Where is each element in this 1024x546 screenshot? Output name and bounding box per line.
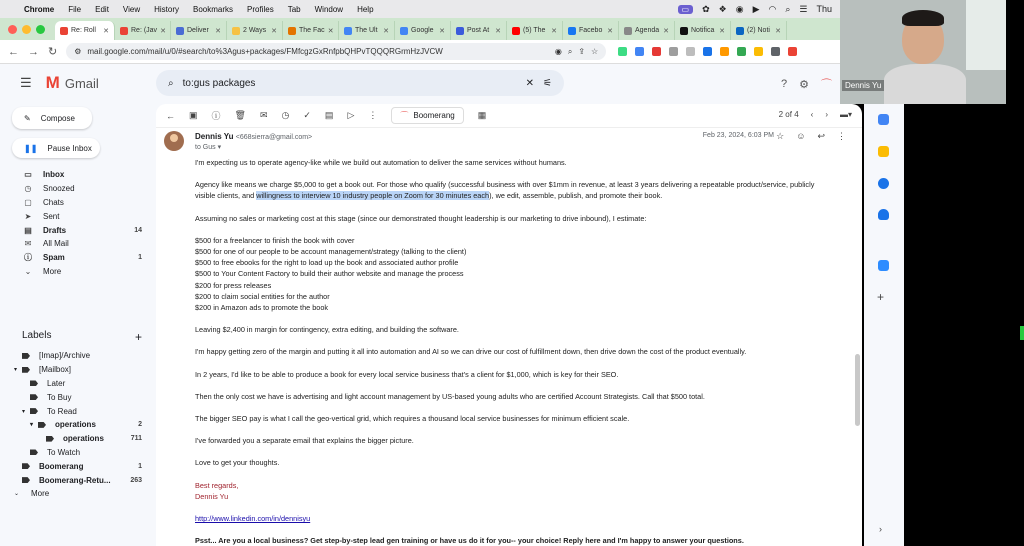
extension-icon[interactable]: ✿ xyxy=(702,3,710,14)
menu-window[interactable]: Window xyxy=(314,4,344,14)
label-tag-icon xyxy=(22,463,30,469)
search-input[interactable]: to:gus packages xyxy=(182,77,256,89)
tab-label: 2 Ways xyxy=(243,27,267,34)
cost-line: $500 to free ebooks for the right to load up the book and associated author profile xyxy=(195,258,459,268)
move-to-icon[interactable]: ▤ xyxy=(324,110,334,120)
cost-list xyxy=(195,235,835,313)
sidebar-item-label: Inbox xyxy=(43,170,65,180)
tab-favicon-icon xyxy=(344,27,352,35)
label-item[interactable] xyxy=(0,390,156,404)
label-item[interactable] xyxy=(0,473,156,487)
label-name: Boomerang-Retu... xyxy=(39,475,111,485)
close-tab-icon[interactable]: ✕ xyxy=(271,27,277,35)
webcam-person-shirt xyxy=(884,64,966,104)
browser-tab[interactable] xyxy=(675,21,731,40)
report-spam-icon[interactable]: ⓘ xyxy=(211,111,221,121)
tab-label: Agenda xyxy=(635,27,660,34)
settings-gear-icon[interactable]: ⚙ xyxy=(799,78,809,91)
sidebar-item-label: Snoozed xyxy=(43,184,75,194)
tab-favicon-icon xyxy=(736,27,744,35)
label-item[interactable] xyxy=(0,432,156,446)
more-options-icon[interactable]: ⋮ xyxy=(837,131,846,141)
browser-tab[interactable] xyxy=(507,21,563,40)
label-name: operations xyxy=(55,420,96,430)
control-center-icon[interactable]: ☰ xyxy=(799,3,808,14)
tab-label: Re: Roll xyxy=(71,27,96,34)
browser-tab[interactable] xyxy=(619,21,675,40)
gmail-sidebar xyxy=(0,102,156,546)
sidebar-item-label: More xyxy=(43,266,62,276)
body-paragraph: Then the only cost we have is advertising and light account management by US-based young adults who are certified Account Strategists. Call that $500 total. xyxy=(195,391,705,401)
browser-tab[interactable] xyxy=(339,21,395,40)
browser-tab[interactable] xyxy=(171,21,227,40)
get-addons-plus-icon[interactable]: + xyxy=(877,290,885,304)
reload-icon[interactable]: ↻ xyxy=(48,46,58,58)
gmail-m-icon: M xyxy=(45,73,60,92)
sidebar-item-label: Drafts xyxy=(43,225,67,235)
contacts-addon-icon[interactable] xyxy=(878,209,889,220)
signature-closing: Best regards, xyxy=(195,480,239,490)
label-name: [Imap]/Archive xyxy=(39,351,91,361)
close-tab-icon[interactable]: ✕ xyxy=(495,27,501,35)
folder-icon: ⓘ xyxy=(24,253,32,263)
ps-paragraph: Psst... Are you a local business? Get step-by-step lead gen training or have us do it for you-- your choice! Reply here and I'm happy to answer your questions. xyxy=(195,536,744,546)
more-actions-icon[interactable]: ⋮ xyxy=(368,110,378,120)
bookmark-star-icon[interactable]: ☆ xyxy=(591,47,599,56)
label-tag-icon xyxy=(22,477,30,483)
label-count: 711 xyxy=(130,435,142,443)
close-tab-icon[interactable]: ✕ xyxy=(160,27,166,35)
zoom-icon[interactable]: ⌕ xyxy=(567,46,573,56)
unread-count: 1 xyxy=(138,254,142,262)
close-tab-icon[interactable]: ✕ xyxy=(775,27,781,35)
label-item[interactable] xyxy=(0,404,156,418)
extension-5-icon[interactable] xyxy=(686,47,695,56)
snooze-icon[interactable]: ◷ xyxy=(281,110,290,120)
label-list xyxy=(0,349,156,501)
cost-line: $200 in Amazon ads to promote the book xyxy=(195,303,329,313)
main-menu-icon[interactable]: ☰ xyxy=(20,75,32,90)
gmail-logo[interactable] xyxy=(46,73,99,93)
sender-avatar[interactable] xyxy=(164,131,184,151)
tab-label: Deliver xyxy=(187,27,209,34)
clock-label[interactable]: Thu xyxy=(816,4,832,14)
tab-label: The Ult xyxy=(355,27,378,34)
recipient-line[interactable] xyxy=(195,143,221,151)
label-name: Later xyxy=(47,378,66,388)
label-item[interactable] xyxy=(0,487,156,501)
pause-icon: ❚❚ xyxy=(24,143,38,153)
extension-7-icon[interactable] xyxy=(737,47,746,56)
body-paragraph: Love to get your thoughts. xyxy=(195,458,280,468)
sidebar-item-all-mail[interactable] xyxy=(0,237,156,251)
boomerang-icon: ⌒ xyxy=(400,111,409,120)
older-chevron-icon[interactable]: › xyxy=(825,110,828,119)
body-paragraph: I'm happy getting zero of the margin and putting it all into automation and AI so we can drive our cost of fulfillment down, then drive down the cost of the product eventually. xyxy=(195,347,747,357)
sidebar-item-sent[interactable] xyxy=(0,209,156,223)
tab-label: The Fac xyxy=(299,27,325,34)
search-bar[interactable] xyxy=(156,70,564,96)
label-icon[interactable]: ▷ xyxy=(347,110,355,120)
message-toolbar xyxy=(156,104,862,128)
minimize-window-button[interactable] xyxy=(22,25,31,34)
cost-line: $200 for press releases xyxy=(195,280,272,290)
tab-favicon-icon xyxy=(456,27,464,35)
recipient-text: to Gus xyxy=(195,144,216,151)
label-tag-icon xyxy=(30,380,38,386)
chevron-down-icon[interactable]: ▾ xyxy=(217,144,222,151)
menu-chrome[interactable]: Chrome xyxy=(24,4,55,14)
label-tag-icon xyxy=(46,436,54,442)
boomerang-logo-icon[interactable]: ⌒ xyxy=(821,79,832,91)
message-body xyxy=(195,157,835,546)
back-arrow-icon[interactable]: ← xyxy=(8,45,19,58)
body-paragraph: Assuming no sales or marketing cost at this stage (since our demonstrated thought leadership is our marketing to drive inbound), I estimate: xyxy=(195,213,647,223)
maximize-window-button[interactable] xyxy=(36,25,45,34)
labels-heading xyxy=(22,330,142,344)
sender-name[interactable]: Dennis Yu xyxy=(195,132,234,141)
message-scrollbar[interactable] xyxy=(855,354,860,426)
tab-label: (2) Noti xyxy=(747,27,770,34)
webcam-window xyxy=(966,0,1006,70)
browser-tab-strip xyxy=(0,18,840,40)
expand-panel-chevron-icon[interactable]: › xyxy=(879,524,882,534)
label-item[interactable] xyxy=(0,363,156,377)
tasks-addon-icon[interactable] xyxy=(878,178,889,189)
close-tab-icon[interactable]: ✕ xyxy=(551,27,557,35)
close-window-button[interactable] xyxy=(8,25,17,34)
browser-tab[interactable] xyxy=(115,21,171,40)
label-item[interactable] xyxy=(0,459,156,473)
gmail-header xyxy=(0,64,840,102)
gmail-app xyxy=(0,64,852,546)
body-paragraph: Agency like means we charge $5,000 to get a book out. For those who qualify (successful business with over $1mm in revenue, at least 3 years delivering a repeatable product/service, publicly visible clients, and willingness to interview 10 industry people on Zoom for 30 minutes each), we edit, assemble, publish, and promote their book. xyxy=(195,180,815,201)
tab-label: Google xyxy=(411,27,434,34)
label-name: To Watch xyxy=(47,447,81,457)
search-icon[interactable]: ⌕ xyxy=(168,77,174,89)
pause-inbox-button[interactable] xyxy=(12,138,100,158)
compose-button[interactable] xyxy=(12,107,92,129)
close-tab-icon[interactable]: ✕ xyxy=(215,27,221,35)
tab-favicon-icon xyxy=(680,27,688,35)
sidebar-item-inbox[interactable] xyxy=(0,168,156,182)
menu-edit[interactable]: Edit xyxy=(95,4,109,14)
label-name: Boomerang xyxy=(39,461,84,471)
close-tab-icon[interactable]: ✕ xyxy=(719,27,725,35)
tab-favicon-icon xyxy=(568,27,576,35)
tab-label: Facebo xyxy=(579,27,603,34)
search-icon[interactable]: ⌕ xyxy=(785,3,791,14)
extension-2-icon[interactable] xyxy=(635,47,644,56)
keep-addon-icon[interactable] xyxy=(878,146,889,157)
amazon-extension-icon[interactable] xyxy=(720,47,729,56)
dropbox-icon[interactable]: ❖ xyxy=(718,3,727,14)
address-bar[interactable] xyxy=(66,43,606,60)
tab-favicon-icon xyxy=(232,27,240,35)
webcam-person-hair xyxy=(902,10,944,26)
calendar-addon-icon[interactable] xyxy=(878,114,889,125)
folder-list xyxy=(0,168,156,278)
add-label-icon[interactable]: + xyxy=(134,330,142,344)
menu-file[interactable]: File xyxy=(68,4,82,14)
input-tools-icon[interactable]: ▬▾ xyxy=(839,110,852,119)
label-count: 263 xyxy=(130,476,142,484)
browser-tab[interactable] xyxy=(563,21,619,40)
mac-menubar xyxy=(0,0,840,18)
label-item[interactable] xyxy=(0,349,156,363)
clear-search-icon[interactable]: ✕ xyxy=(525,77,535,89)
browser-tab[interactable] xyxy=(395,21,451,40)
label-item[interactable] xyxy=(0,446,156,460)
menu-history[interactable]: History xyxy=(154,4,180,14)
tab-list xyxy=(55,21,787,40)
pager-text: 2 of 4 xyxy=(778,110,799,119)
forward-arrow-icon[interactable]: → xyxy=(28,45,39,58)
menu-profiles[interactable]: Profiles xyxy=(247,4,274,14)
browser-tab[interactable] xyxy=(451,21,507,40)
extensions-row xyxy=(618,47,797,56)
tab-label: Post At xyxy=(467,27,490,34)
folder-icon: ▭ xyxy=(24,170,32,180)
screen-share-icon[interactable]: ▭ xyxy=(678,5,694,14)
signature-name: Dennis Yu xyxy=(195,491,229,501)
folder-icon: ⌄ xyxy=(24,266,32,276)
sidebar-item-chats[interactable] xyxy=(0,196,156,210)
emoji-react-icon[interactable]: ☺ xyxy=(796,131,806,141)
sidebar-item-label: All Mail xyxy=(43,239,69,249)
star-icon[interactable]: ☆ xyxy=(776,131,785,141)
linkedin-link[interactable]: http://www.linkedin.com/in/dennisyu xyxy=(195,514,311,524)
tab-favicon-icon xyxy=(624,27,632,35)
message-view xyxy=(156,104,862,546)
label-tag-icon xyxy=(30,449,38,455)
folder-icon: ▢ xyxy=(24,197,32,207)
label-name: To Read xyxy=(47,406,77,416)
pager xyxy=(779,110,852,119)
label-tag-icon xyxy=(22,353,30,359)
cost-line: $500 for one of our people to be account management/strategy (talking to the client) xyxy=(195,247,467,257)
extension-3-icon[interactable] xyxy=(652,47,661,56)
message-date: Feb 23, 2024, 6:03 PM xyxy=(702,132,774,139)
body-paragraph: I'm expecting us to operate agency-like while we build out automation to deliver the same services without humans. xyxy=(195,158,567,167)
browser-tab[interactable] xyxy=(283,21,339,40)
search-options-icon[interactable]: ⚟ xyxy=(543,77,552,89)
sender-email: <668sierra@gmail.com> xyxy=(235,134,313,141)
cost-line: $200 to claim social entities for the author xyxy=(195,291,330,301)
tab-label: Re: (Jav xyxy=(131,27,158,34)
play-icon[interactable]: ▶ xyxy=(752,3,760,14)
sidebar-item-snoozed[interactable] xyxy=(0,182,156,196)
sidebar-item-drafts[interactable] xyxy=(0,223,156,237)
extension-6-icon[interactable] xyxy=(703,47,712,56)
close-tab-icon[interactable]: ✕ xyxy=(103,27,109,35)
menu-help[interactable]: Help xyxy=(357,4,374,14)
newer-chevron-icon[interactable]: ‹ xyxy=(810,110,814,119)
reply-icon[interactable]: ↩ xyxy=(817,131,825,141)
label-tag-icon xyxy=(30,408,38,414)
browser-tab[interactable] xyxy=(227,21,283,40)
label-item[interactable] xyxy=(0,418,156,432)
delete-icon[interactable]: 🗑 xyxy=(234,110,246,120)
browser-tab[interactable] xyxy=(731,21,787,40)
label-name: More xyxy=(31,489,50,499)
label-count: 2 xyxy=(138,421,142,429)
gmail-wordmark: Gmail xyxy=(64,75,99,91)
site-info-icon[interactable]: ⚙ xyxy=(74,47,82,56)
body-paragraph: In 2 years, I'd like to be able to produce a book for every local service business that's a client for $1,000, which is key for their SEO. xyxy=(195,369,619,379)
label-name: To Buy xyxy=(47,392,72,402)
sidebar-item-label: Spam xyxy=(43,253,65,263)
close-tab-icon[interactable]: ✕ xyxy=(607,27,613,35)
add-task-icon[interactable]: ✓ xyxy=(303,110,311,120)
close-tab-icon[interactable]: ✕ xyxy=(663,27,669,35)
sidebar-item-more[interactable] xyxy=(0,265,156,279)
hide-icon[interactable]: ◉ xyxy=(554,47,562,56)
close-tab-icon[interactable]: ✕ xyxy=(439,27,445,35)
extension-4-icon[interactable] xyxy=(669,47,678,56)
message-actions xyxy=(776,131,846,142)
tab-favicon-icon xyxy=(512,27,520,35)
label-tag-icon xyxy=(38,422,46,428)
schedule-calendar-icon[interactable]: ▦ xyxy=(477,110,487,120)
webcam-name-label: Dennis Yu xyxy=(842,80,884,91)
expand-arrow-icon[interactable]: ▾ xyxy=(14,367,18,374)
cost-line: $500 for a freelancer to finish the book with cover xyxy=(195,235,355,245)
labels-title: Labels xyxy=(22,330,52,341)
folder-icon: ▤ xyxy=(24,225,32,235)
label-tag-icon xyxy=(22,367,30,373)
webcam-overlay xyxy=(840,0,1006,104)
extension-9-icon[interactable] xyxy=(771,47,780,56)
url-text: mail.google.com/mail/u/0/#search/to%3Agus+packages/FMfcgzGxRnfpbQHPvTQQQRGrmHzJVCW xyxy=(87,47,443,56)
compose-label: Compose xyxy=(40,113,75,123)
tab-favicon-icon xyxy=(60,27,68,35)
menubar-tray xyxy=(678,4,840,15)
highlighted-text: willingness to interview 10 industry people on Zoom for 30 minutes each xyxy=(256,191,490,201)
menu-bookmarks[interactable]: Bookmarks xyxy=(193,4,234,14)
sidebar-item-label: Chats xyxy=(43,197,64,207)
expand-arrow-icon[interactable]: ▾ xyxy=(30,422,34,429)
browser-toolbar xyxy=(0,40,840,64)
label-count: 1 xyxy=(138,462,142,470)
sidebar-item-spam[interactable] xyxy=(0,251,156,265)
message-header xyxy=(164,131,854,153)
archive-icon[interactable]: ▣ xyxy=(189,110,198,120)
header-actions xyxy=(781,76,832,92)
body-paragraph: The bigger SEO pay is what I call the geo-vertical grid, which requires a thousand local service businesses for minimum efficient scale. xyxy=(195,414,630,424)
browser-tab[interactable] xyxy=(55,21,115,40)
extension-8-icon[interactable] xyxy=(754,47,763,56)
window-controls xyxy=(8,25,45,34)
boomerang-label: Boomerang xyxy=(413,111,455,120)
extension-10-icon[interactable] xyxy=(788,47,797,56)
back-to-search-icon[interactable]: ← xyxy=(166,110,175,121)
folder-icon: ➤ xyxy=(24,211,32,221)
close-tab-icon[interactable]: ✕ xyxy=(383,27,389,35)
close-tab-icon[interactable]: ✕ xyxy=(327,27,334,35)
folder-icon: ◷ xyxy=(24,184,32,194)
tab-favicon-icon xyxy=(120,27,128,35)
expand-arrow-icon[interactable]: ⌄ xyxy=(14,491,20,498)
folder-icon: ✉ xyxy=(24,239,32,249)
expand-arrow-icon[interactable]: ▾ xyxy=(22,408,26,415)
label-item[interactable] xyxy=(0,377,156,391)
record-icon[interactable]: ◉ xyxy=(735,3,744,14)
wifi-icon[interactable]: ◠ xyxy=(768,3,777,14)
sender-line xyxy=(195,132,312,141)
sidebar-item-label: Sent xyxy=(43,211,60,221)
mark-unread-icon[interactable]: ✉ xyxy=(259,110,268,120)
boomerang-button[interactable] xyxy=(391,107,463,124)
label-name: operations xyxy=(63,434,104,444)
zoom-addon-icon[interactable] xyxy=(878,260,889,271)
unread-count: 14 xyxy=(134,226,142,234)
cost-line: $500 to Your Content Factory to build their author website and manage the process xyxy=(195,269,464,279)
label-name: [Mailbox] xyxy=(39,365,72,375)
tab-favicon-icon xyxy=(400,27,408,35)
pencil-icon: ✎ xyxy=(24,113,31,123)
tab-label: (5) The xyxy=(523,27,546,34)
body-paragraph: Leaving $2,400 in margin for contingency, extra editing, and building the software. xyxy=(195,325,459,335)
tab-favicon-icon xyxy=(288,27,296,35)
tab-favicon-icon xyxy=(176,27,184,35)
screen-edge-indicator xyxy=(1020,326,1024,340)
menu-tab[interactable]: Tab xyxy=(287,4,301,14)
help-icon[interactable]: ? xyxy=(781,78,788,90)
share-icon[interactable]: ⇪ xyxy=(578,47,586,56)
pause-inbox-label: Pause Inbox xyxy=(47,143,92,153)
body-paragraph: I've forwarded you a separate email that explains the bigger picture. xyxy=(195,436,414,446)
menu-view[interactable]: View xyxy=(122,4,141,14)
addons-side-panel xyxy=(864,104,904,546)
label-tag-icon xyxy=(30,394,38,400)
tab-label: Notifica xyxy=(691,27,715,34)
extension-1-icon[interactable] xyxy=(618,47,627,56)
